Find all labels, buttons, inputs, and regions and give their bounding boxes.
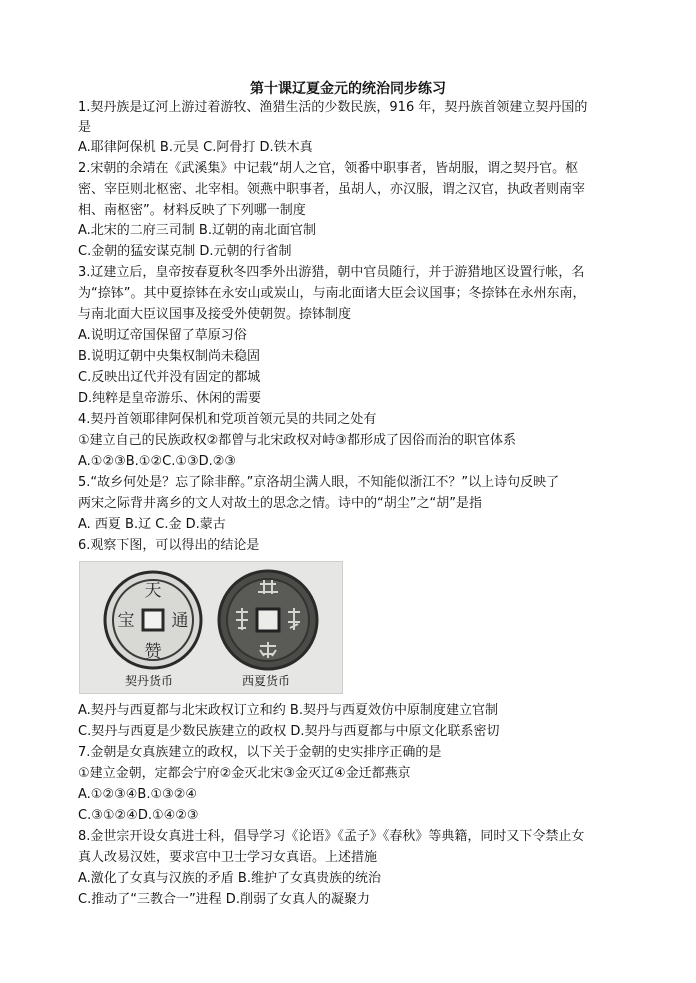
q8-options-cd: C.推动了“三教合一”进程 D.削弱了女真人的凝聚力 xyxy=(78,892,370,907)
coins-image xyxy=(80,562,342,693)
q4-stem: 4.契丹首领耶律阿保机和党项首领元昊的共同之处有 xyxy=(78,412,377,427)
q4-options: A.①②③B.①②C.①③D.②③ xyxy=(78,454,237,469)
svg-text:宝: 宝 xyxy=(117,611,135,631)
q6-options-cd: C.契丹与西夏是少数民族建立的政权 D.契丹与西夏都与中原文化联系密切 xyxy=(78,724,500,739)
svg-text:天: 天 xyxy=(144,581,162,601)
svg-text:赞: 赞 xyxy=(144,642,162,662)
khitan-coin xyxy=(105,572,201,668)
q1-options: A.耶律阿保机 B.元昊 C.阿骨打 D.铁木真 xyxy=(78,140,313,155)
q3-stem-line-1: 3.辽建立后，皇帝按春夏秋冬四季外出游猎，朝中官员随行，并于游猎地区设置行帐，名 xyxy=(78,265,585,280)
q3-option-c: C.反映出辽代并没有固定的都城 xyxy=(78,370,261,385)
q7-statements: ①建立金朝，定都会宁府②金灭北宋③金灭辽④金迁都燕京 xyxy=(78,766,411,781)
q3-option-d: D.纯粹是皇帝游乐、休闲的需要 xyxy=(78,391,262,406)
q8-options-ab: A.激化了女真与汉族的矛盾 B.维护了女真贵族的统治 xyxy=(78,871,381,886)
q5-options: A. 西夏 B.辽 C.金 D.蒙古 xyxy=(78,517,226,532)
q7-stem: 7.金朝是女真族建立的政权，以下关于金朝的史实排序正确的是 xyxy=(78,745,442,760)
page-title: 第十课辽夏金元的统治同步练习 xyxy=(250,81,446,97)
q2-stem-line-1: 2.宋朝的余靖在《武溪集》中记载“胡人之官，领番中职事者，皆胡服，谓之契丹官。枢 xyxy=(78,161,579,176)
q2-options-ab: A.北宋的二府三司制 B.辽朝的南北面官制 xyxy=(78,223,316,238)
xixia-coin xyxy=(219,571,317,669)
q4-statements: ①建立自己的民族政权②都曾与北宋政权对峙③都形成了因俗而治的职官体系 xyxy=(78,433,516,448)
q2-stem-line-2: 密、宰臣则北枢密、北宰相。领燕中职事者，虽胡人，亦汉服，谓之汉官，执政者则南宰 xyxy=(78,182,586,197)
q3-stem-line-3: 与南北面大臣议国事及接受外使朝贺。捺钵制度 xyxy=(78,307,352,322)
q3-stem-line-2: 为“捺钵”。其中夏捺钵在永安山或炭山，与南北面诸大臣会议国事；冬捺钵在永州东南， xyxy=(78,286,586,301)
q8-stem-line-2: 真人改易汉姓，要求宫中卫士学习女真语。上述措施 xyxy=(78,850,378,865)
q8-stem-line-1: 8.金世宗开设女真进士科，倡导学习《论语》《孟子》《春秋》等典籍，同时又下令禁止女 xyxy=(78,829,585,844)
q1-stem-line-2: 是 xyxy=(78,120,92,135)
q3-option-b: B.说明辽朝中央集权制尚未稳固 xyxy=(78,349,261,364)
q5-stem-line-2: 两宋之际背井离乡的文人对故土的思念之情。诗中的“胡尘”之“胡”是指 xyxy=(78,496,482,511)
q2-options-cd: C.金朝的猛安谋克制 D.元朝的行省制 xyxy=(78,244,292,259)
q5-stem-line-1: 5.“故乡何处是？忘了除非醉。”京洛胡尘满人眼，不知能似浙江不？”以上诗句反映了 xyxy=(78,475,560,490)
q3-option-a: A.说明辽帝国保留了草原习俗 xyxy=(78,328,247,343)
q2-stem-line-3: 相、南枢密”。材料反映了下列哪一制度 xyxy=(78,203,306,218)
coin-figure xyxy=(79,561,343,694)
q7-options-cd: C.③①②④D.①④②③ xyxy=(78,808,199,823)
q7-options-ab: A.①②③④B.①③②④ xyxy=(78,787,198,802)
khitan-coin-caption: 契丹货币 xyxy=(125,674,174,688)
q1-stem-line-1: 1.契丹族是辽河上游过着游牧、渔猎生活的少数民族，916 年，契丹族首领建立契丹国的 xyxy=(78,100,588,115)
q6-stem: 6.观察下图，可以得出的结论是 xyxy=(78,538,260,553)
q6-options-ab: A.契丹与西夏都与北宋政权订立和约 B.契丹与西夏效仿中原制度建立官制 xyxy=(78,703,498,718)
svg-text:通: 通 xyxy=(171,611,189,631)
xixia-coin-caption: 西夏货币 xyxy=(242,674,291,688)
